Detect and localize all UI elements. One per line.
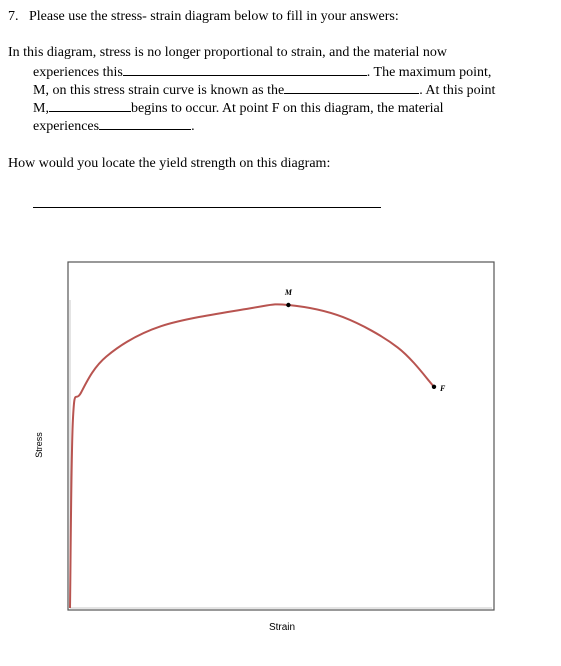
x-axis-label: Strain [268, 622, 296, 633]
point-f-label: F [440, 383, 446, 393]
plot-frame [68, 262, 494, 610]
point-f-marker [432, 385, 436, 389]
point-m-label: M [284, 288, 292, 297]
paragraph-text: M, [33, 101, 49, 116]
paragraph-text: experiences [33, 119, 100, 134]
paragraph-text: . [191, 119, 195, 134]
paragraph-text: . At this point [419, 83, 496, 98]
question-number: 7. [8, 9, 19, 24]
paragraph-text: M, on this stress strain curve is known as the [33, 83, 285, 98]
stress-strain-curve [70, 304, 434, 608]
question-prompt: Please use the stress- strain diagram below to fill in your answers: [29, 9, 399, 24]
paragraph-text: experiences this [33, 65, 123, 80]
yield-question-text: How would you locate the yield strength on this diagram: [8, 156, 331, 171]
paragraph-text: begins to occur. At point F on this diagram, the material [130, 101, 444, 116]
paragraph-text: . The maximum point, [366, 65, 492, 80]
y-axis-label: Stress [34, 432, 44, 458]
point-m-marker [286, 303, 290, 307]
paragraph-text: In this diagram, stress is no longer proportional to strain, and the material now [8, 45, 447, 60]
